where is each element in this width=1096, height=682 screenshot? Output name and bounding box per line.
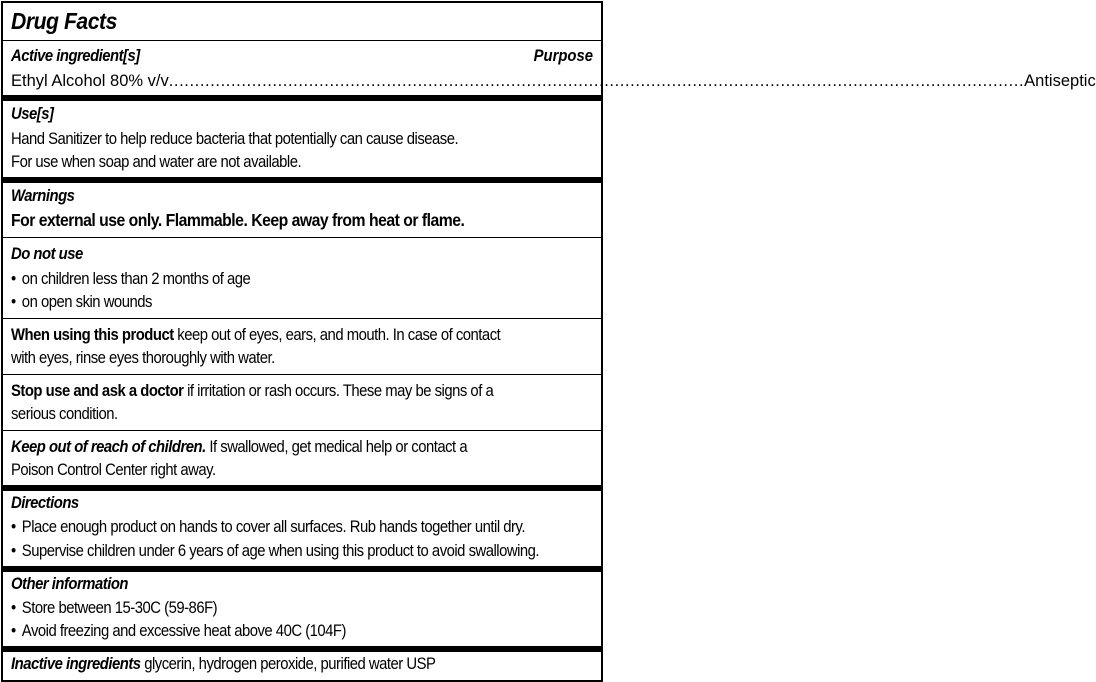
keep-out-line: Poison Control Center right away. (11, 461, 216, 479)
inactive-ingredients-line: Inactive ingredients glycerin, hydrogen peroxide, purified water USP (11, 655, 436, 673)
section-divider (3, 485, 601, 491)
section-divider (3, 566, 601, 572)
section-divider (3, 646, 601, 652)
inactive-ingredients-heading: Inactive ingredients (11, 655, 141, 673)
purpose-heading: Purpose (533, 47, 593, 65)
active-ingredient-heading: Active ingredient[s] (11, 47, 140, 65)
bullet-icon: • (11, 518, 16, 536)
divider (3, 318, 601, 319)
stop-use-line: Stop use and ask a doctor if irritation or rash occurs. These may be signs of a (11, 382, 494, 400)
section-divider (3, 177, 601, 183)
directions-heading: Directions (11, 494, 79, 512)
list-item: • Supervise children under 6 years of age when using this product to avoid swallowing. (11, 542, 540, 560)
bullet-icon: • (11, 542, 16, 560)
active-ingredient-purpose: Antiseptic (1024, 72, 1096, 90)
active-ingredient-row (11, 70, 1096, 92)
bullet-icon: • (11, 270, 16, 288)
when-using-line: with eyes, rinse eyes thoroughly with water. (11, 349, 275, 367)
when-using-heading: When using this product (11, 326, 174, 344)
list-item: • Store between 15-30C (59-86F) (11, 599, 218, 617)
warnings-heading: Warnings (11, 187, 75, 205)
dot-leader: ..................................................................................................................................................................... (168, 72, 1025, 90)
when-using-line: When using this product keep out of eyes, ears, and mouth. In case of contact (11, 326, 501, 344)
other-info-heading: Other information (11, 575, 128, 593)
bullet-icon: • (11, 599, 16, 617)
keep-out-heading: Keep out of reach of children. (11, 438, 206, 456)
panel-title: Drug Facts (11, 8, 117, 34)
list-item: • on open skin wounds (11, 293, 152, 311)
section-divider (3, 95, 601, 101)
do-not-use-heading: Do not use (11, 245, 83, 263)
list-item: • Avoid freezing and excessive heat above 40C (104F) (11, 622, 346, 640)
active-ingredient-name: Ethyl Alcohol 80% v/v (11, 72, 169, 90)
uses-heading: Use[s] (11, 105, 54, 123)
bullet-icon: • (11, 293, 16, 311)
uses-line: For use when soap and water are not available. (11, 153, 302, 171)
divider (3, 237, 601, 238)
uses-line: Hand Sanitizer to help reduce bacteria that potentially can cause disease. (11, 130, 459, 148)
list-item: • on children less than 2 months of age (11, 270, 251, 288)
drug-facts-panel (1, 1, 1096, 682)
warnings-statement: For external use only. Flammable. Keep away from heat or flame. (11, 210, 465, 230)
bullet-icon: • (11, 622, 16, 640)
list-item: • Place enough product on hands to cover all surfaces. Rub hands together until dry. (11, 518, 525, 536)
divider (3, 374, 601, 375)
keep-out-line: Keep out of reach of children. If swallowed, get medical help or contact a (11, 438, 468, 456)
divider (3, 430, 601, 431)
divider (3, 40, 601, 41)
stop-use-heading: Stop use and ask a doctor (11, 382, 184, 400)
stop-use-line: serious condition. (11, 405, 118, 423)
